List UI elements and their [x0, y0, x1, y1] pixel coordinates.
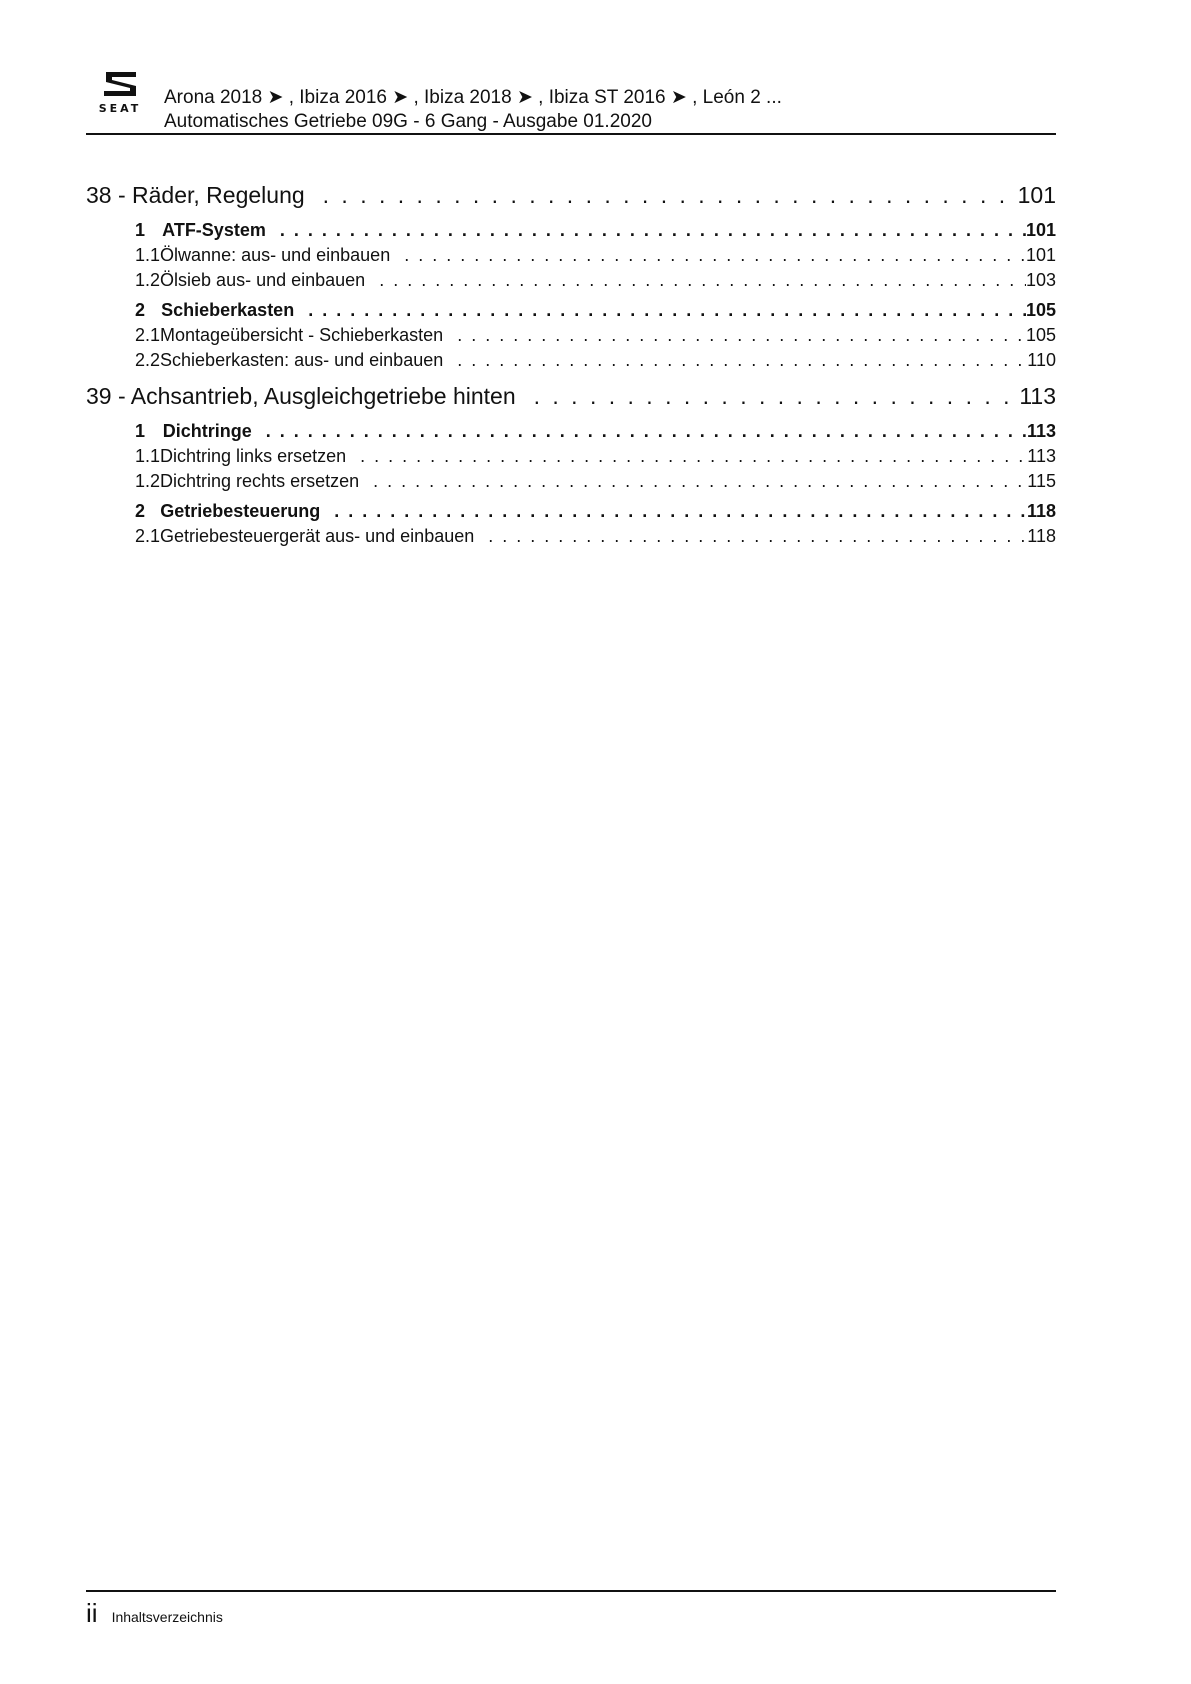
page-number: ii	[86, 1598, 98, 1628]
chapter-page: 101	[1017, 182, 1056, 208]
entry-number: 1	[135, 421, 146, 441]
entry-number: 2	[135, 501, 146, 521]
toc-entry[interactable]	[86, 469, 1056, 494]
entry-page: 118	[1027, 526, 1056, 546]
entry-number: 1.2	[135, 471, 161, 491]
table-of-contents	[86, 180, 1056, 549]
toc-entry[interactable]	[86, 499, 1056, 524]
dot-leader	[252, 419, 1027, 444]
logo-wordmark: SEAT	[98, 102, 142, 115]
toc-entry[interactable]	[86, 218, 1056, 243]
entry-page: 113	[1026, 421, 1056, 441]
dot-leader	[266, 218, 1026, 243]
header-models: Arona 2018 ➤ , Ibiza 2016 ➤ , Ibiza 2018 ➤ , Ibiza ST 2016 ➤ , León 2 ...	[164, 87, 782, 108]
entry-page: 118	[1026, 501, 1056, 521]
toc-entry[interactable]	[86, 444, 1056, 469]
dot-leader	[305, 180, 1018, 210]
chapter-page: 113	[1019, 383, 1056, 409]
entry-number: 1.1	[135, 446, 161, 466]
entry-title: Getriebesteuerung	[160, 501, 321, 521]
dot-leader	[294, 298, 1026, 323]
entry-title: Ölwanne: aus- und einbauen	[160, 245, 391, 265]
entry-page: 105	[1025, 300, 1056, 320]
footer-divider	[86, 1590, 1056, 1592]
page-footer	[86, 1598, 223, 1629]
entry-title: Montageübersicht - Schieberkasten	[160, 325, 444, 345]
dot-leader	[390, 243, 1026, 268]
toc-entry[interactable]	[86, 298, 1056, 323]
dot-leader	[516, 381, 1020, 411]
dot-leader	[365, 268, 1026, 293]
toc-entry[interactable]	[86, 243, 1056, 268]
entry-title: Dichtringe	[162, 421, 252, 441]
toc-entry[interactable]	[86, 348, 1056, 373]
entry-page: 105	[1025, 325, 1056, 345]
toc-chapter-38[interactable]	[86, 180, 1056, 218]
entry-page: 113	[1027, 446, 1056, 466]
toc-chapter-39[interactable]	[86, 381, 1056, 419]
dot-leader	[443, 348, 1027, 373]
entry-title: Getriebesteuergerät aus- und einbauen	[160, 526, 475, 546]
entry-page: 101	[1025, 220, 1056, 240]
document-header	[164, 86, 782, 134]
entry-page: 101	[1025, 245, 1056, 265]
entry-title: ATF-System	[162, 220, 266, 240]
entry-title: Dichtring links ersetzen	[160, 446, 347, 466]
toc-entry[interactable]	[86, 524, 1056, 549]
dot-leader	[346, 444, 1027, 469]
chapter-title: 39 - Achsantrieb, Ausgleichgetriebe hinten	[86, 383, 516, 409]
entry-title: Ölsieb aus- und einbauen	[160, 270, 366, 290]
entry-page: 110	[1027, 350, 1056, 370]
header-divider	[86, 133, 1056, 135]
entry-number: 2.2	[135, 350, 161, 370]
toc-entry[interactable]	[86, 268, 1056, 293]
toc-entry[interactable]	[86, 419, 1056, 444]
chapter-title: 38 - Räder, Regelung	[86, 182, 305, 208]
entry-page: 115	[1027, 471, 1056, 491]
entry-number: 1.1	[135, 245, 161, 265]
entry-number: 2.1	[135, 526, 161, 546]
header-subtitle: Automatisches Getriebe 09G - 6 Gang - Ausgabe 01.2020	[164, 111, 652, 132]
entry-number: 1.2	[135, 270, 161, 290]
dot-leader	[320, 499, 1027, 524]
entry-number: 1	[135, 220, 146, 240]
dot-leader	[443, 323, 1026, 348]
dot-leader	[474, 524, 1027, 549]
entry-page: 103	[1025, 270, 1056, 290]
entry-title: Schieberkasten: aus- und einbauen	[160, 350, 444, 370]
entry-title: Schieberkasten	[161, 300, 295, 320]
footer-section-title: Inhaltsverzeichnis	[111, 1609, 223, 1625]
dot-leader	[359, 469, 1027, 494]
entry-number: 2.1	[135, 325, 161, 345]
entry-number: 2	[135, 300, 146, 320]
entry-title: Dichtring rechts ersetzen	[160, 471, 360, 491]
toc-entry[interactable]	[86, 323, 1056, 348]
seat-logo	[92, 70, 148, 116]
